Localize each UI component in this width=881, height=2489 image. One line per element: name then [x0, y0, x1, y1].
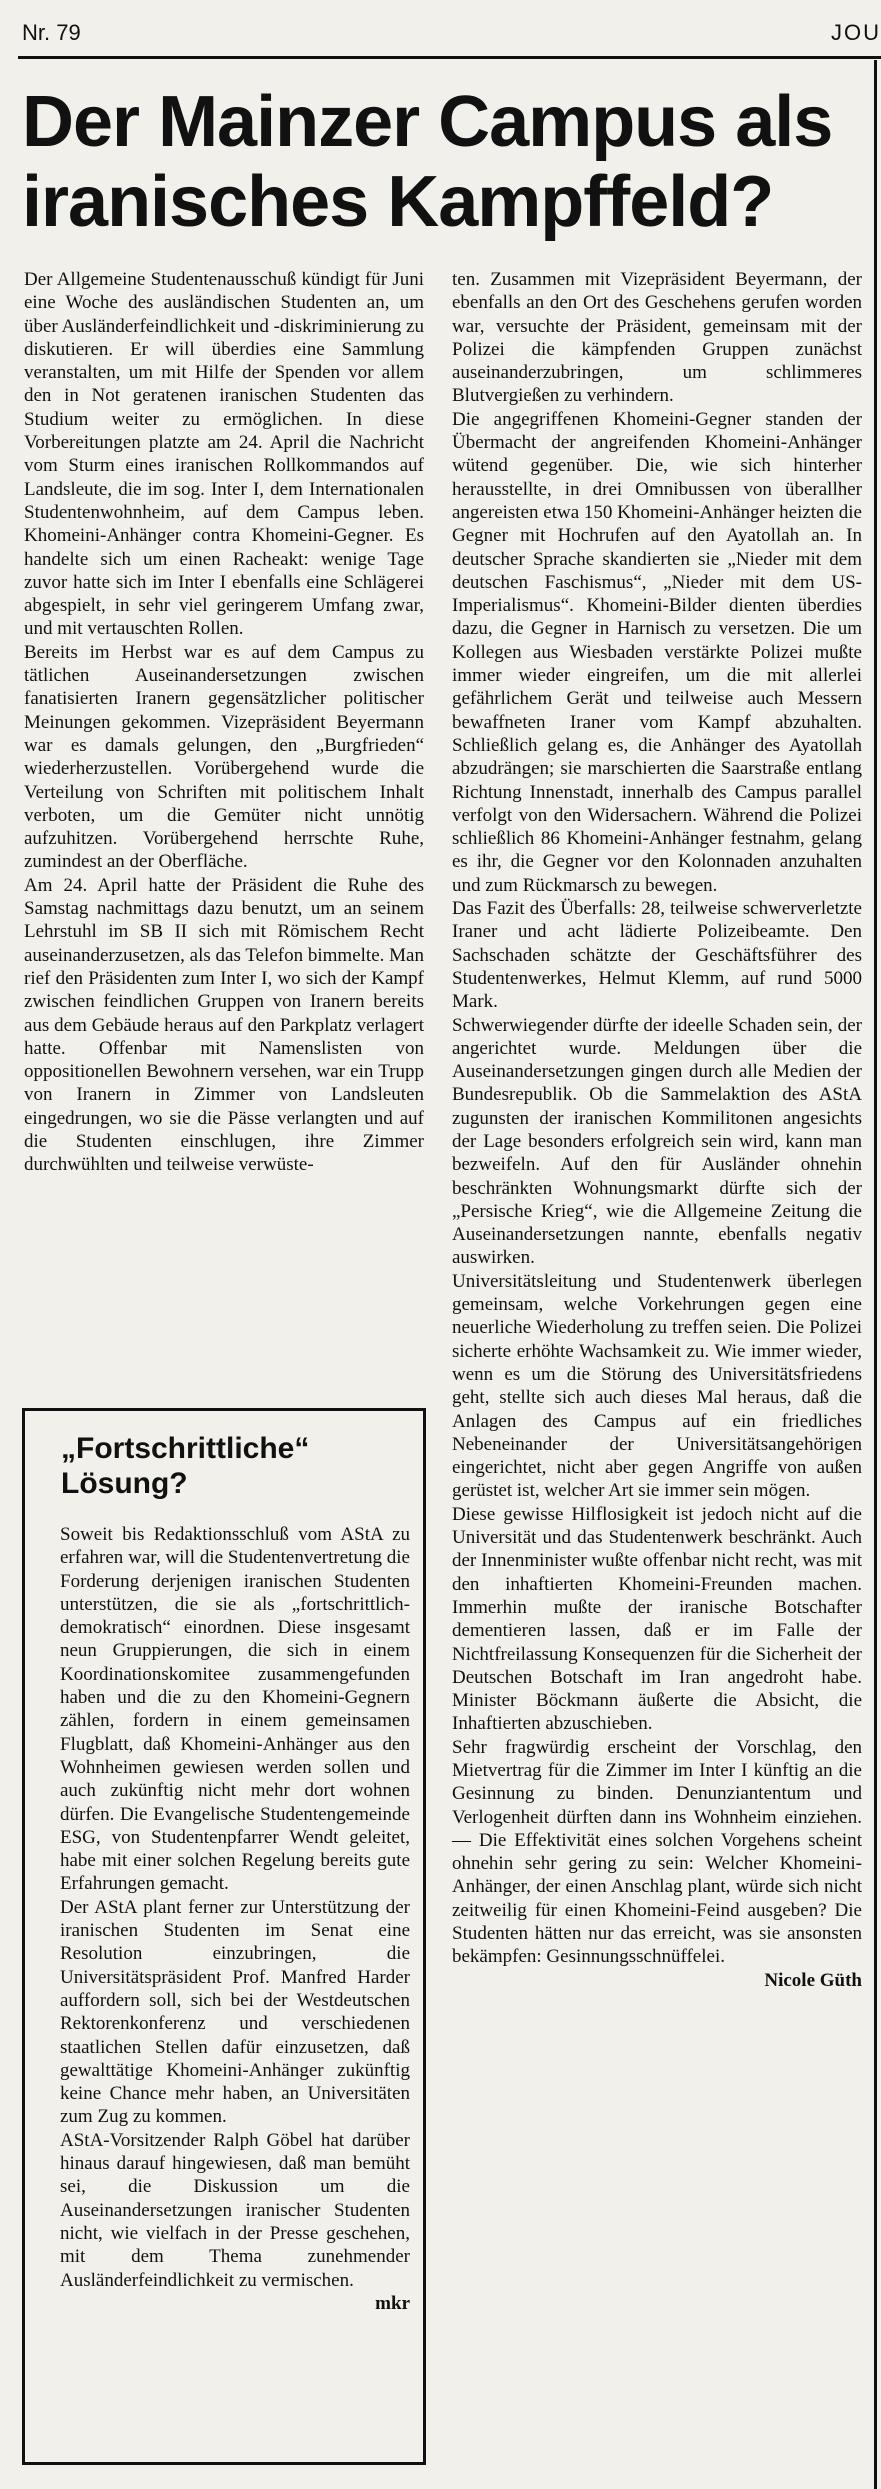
headline-line-1: Der Mainzer Campus als: [22, 82, 833, 162]
issue-number: Nr. 79: [22, 20, 81, 45]
paragraph: Diese gewisse Hilflosigkeit ist jedoch nicht auf die Universität und das Studentenwerk beschränkt. Auch der Innenminister wußte offenbar nicht recht, was mit den inhaftierten Khomeini-Freunden machen. Immerhin mußte der iranische Botschafter dementieren lassen, daß er im Falle der Nichtfreilassung Konsequenzen für die Sicherheit der Deutschen Botschaft im Iran angedroht habe. Minister Böckmann äußerte die Absicht, die Inhaftierten abzuschieben.: [452, 1503, 862, 1735]
author-signature: Nicole Güth: [764, 1969, 862, 1991]
article-column-2: [452, 268, 862, 1992]
paragraph: Am 24. April hatte der Präsident die Ruhe des Samstag nachmittags dazu benutzt, um an seinem Lehrstuhl im SB II sich mit Römischem Recht auseinanderzusetzen, als das Telefon bimmelte. Man rief den Präsidenten zum Inter I, wo sich der Kampf zwischen feindlichen Gruppen von Iranern bereits aus dem Gebäude heraus auf den Parkplatz verlagert hatte. Offenbar mit Namenslisten von oppositionellen Bewohnern versehen, war ein Trupp von Iranern in Zimmer von Landsleuten eingedrungen, wo sie die Pässe verlangten und auf die Studenten einschlugen, ihre Zimmer durchwühlten und teilweise verwüste-: [24, 874, 424, 1176]
running-head: JOU: [831, 20, 881, 45]
paragraph: Universitätsleitung und Studentenwerk überlegen gemeinsam, welche Vorkehrungen gegen eine neuerliche Wiederholung zu treffen seien. Die Polizei sicherte erhöhte Wachsamkeit zu. Wie immer wieder, wenn es um die Störung des Universitätsfriedens geht, stellte sich auch dieses Mal heraus, daß die Anlagen des Campus auf ein friedliches Nebeneinander der Universitätsangehörigen eingerichtet, nicht aber gegen Angriffe von außen gerüstet ist, welcher Art sie immer sein mögen.: [452, 1270, 862, 1502]
paragraph: ten. Zusammen mit Vizepräsident Beyermann, der ebenfalls an den Ort des Geschehens gerufen worden war, versuchte der Präsident, gemeinsam mit der Polizei die kämpfenden Gruppen zunächst auseinanderzubringen, um schlimmeres Blutvergießen zu verhindern.: [452, 269, 862, 407]
column-edge-rule: [874, 60, 877, 2489]
sidebar-box: [22, 1408, 426, 2465]
paragraph: Die angegriffenen Khomeini-Gegner standen der Übermacht der angreifenden Khomeini-Anhänger wütend gegenüber. Die, wie sich hinterher herausstellte, in drei Omnibussen von überallher angereisten etwa 150 Khomeini-Anhänger heizten die Gegner mit Hochrufen auf den Ayatollah an. In deutscher Sprache skandierten sie „Nieder mit dem deutschen Faschismus“, „Nieder mit dem US-Imperialismus“. Khomeini-Bilder dienten überdies dazu, die Gegner in Harnisch zu versetzen. Die um Kollegen aus Wiesbaden verstärkte Polizei mußte immer wieder eingreifen, um die mit allerlei gefährlichem Gerät und teilweise auch Messern bewaffneten Iraner vom Kampf abzuhalten. Schließlich gelang es, die Anhänger des Ayatollah abzudrängen; sie marschierten die Saarstraße entlang Richtung Innenstadt, innerhalb des Campus parallel verfolgt von den Widersachern. Während die Polizei schließlich 86 Khomeini-Anhänger festnahm, gelang es ihr, die Gegner vor den Kolonnaden anzuhalten und zum Rückmarsch zu bewegen.: [452, 408, 862, 896]
sidebar-title-line-1: „Fortschrittliche“: [61, 1432, 310, 1465]
paragraph: Bereits im Herbst war es auf dem Campus zu tätlichen Auseinandersetzungen zwischen fanatisierten Iranern gegensätzlicher politischer Meinungen gekommen. Vizepräsident Beyermann war es damals gelungen, den „Burgfrieden“ wiederherzustellen. Vorübergehend wurde die Verteilung von Schriften mit politischem Inhalt verboten, um die Gemüter nicht unnötig aufzuhitzen. Vorübergehend herrschte Ruhe, zumindest an der Oberfläche.: [24, 641, 424, 873]
sidebar-author: mkr: [375, 2292, 410, 2314]
paragraph: Das Fazit des Überfalls: 28, teilweise schwerverletzte Iraner und acht lädierte Polizeibeamte. Den Sachschaden schätzte der Geschäftsführer des Studentenwerkes, Helmut Klemm, auf rund 5000 Mark.: [452, 898, 862, 1013]
header-rule: [18, 56, 881, 59]
article-headline: [22, 82, 872, 242]
article-column-1: [24, 268, 424, 1177]
sidebar-title: [61, 1431, 421, 1501]
sidebar-title-line-2: Lösung?: [61, 1467, 188, 1500]
paragraph: AStA-Vorsitzender Ralph Göbel hat darüber hinaus darauf hingewiesen, daß man bemüht sei, die Diskussion um die Auseinandersetzungen iranischer Studenten nicht, wie vielfach in der Presse geschehen, mit dem Thema zunehmender Ausländerfeindlichkeit zu vermischen.: [60, 2129, 410, 2291]
page-header: [0, 0, 881, 60]
paragraph: Der Allgemeine Studentenausschuß kündigt für Juni eine Woche des ausländischen Studenten an, um über Ausländerfeindlichkeit und -diskriminierung zu diskutieren. Er will überdies eine Sammlung veranstalten, um mit Hilfe der Spenden vor allem den in Not geratenen iranischen Studenten das Studium weiter zu ermöglichen. In diese Vorbereitungen platzte am 24. April die Nachricht vom Sturm eines iranischen Rollkommandos auf Landsleute, die im sog. Inter I, dem Internationalen Studentenwohnheim, auf dem Campus leben. Khomeini-Anhänger contra Khomeini-Gegner. Es handelte sich um einen Racheakt: wenige Tage zuvor hatte sich im Inter I ebenfalls eine Schlägerei abgespielt, in sehr viel geringerem Umfang zwar, und mit vertauschten Rollen.: [24, 269, 424, 640]
paragraph: Der AStA plant ferner zur Unterstützung der iranischen Studenten im Senat eine Resolution einzubringen, die Universitätspräsident Prof. Manfred Harder auffordern soll, sich bei der Westdeutschen Rektorenkonferenz und verschiedenen staatlichen Stellen dafür einzusetzen, daß gewalttätige Khomeini-Anhänger zukünftig keine Chance mehr haben, an Universitäten zum Zug zu kommen.: [60, 1896, 410, 2128]
paragraph: Soweit bis Redaktionsschluß vom AStA zu erfahren war, will die Studentenvertretung die Forderung derjenigen iranischen Studenten unterstützen, die sie als „fortschrittlich-demokratisch“ einordnen. Diese insgesamt neun Gruppierungen, die sich in einem Koordinationskomitee zusammengefunden haben und die zu den Khomeini-Gegnern zählen, fordern in einem gemeinsamen Flugblatt, daß Khomeini-Anhänger aus den Wohnheimen gewiesen werden sollen und auch zukünftig nicht mehr dort wohnen dürfen. Die Evangelische Studentengemeinde ESG, von Studentenpfarrer Wendt geleitet, habe mit einer solchen Regelung bereits gute Erfahrungen gemacht.: [60, 1524, 410, 1895]
paragraph: Schwerwiegender dürfte der ideelle Schaden sein, der angerichtet wurde. Meldungen über die Auseinandersetzungen gingen durch alle Medien der Bundesrepublik. Ob die Sammelaktion des AStA zugunsten der iranischen Kommilitonen angesichts der Lage besonders erfolgreich sein wird, kann man bezweifeln. Auf den für Ausländer ohnehin beschränkten Wohnungsmarkt dürfte sich der „Persische Krieg“, wie die Allgemeine Zeitung die Auseinandersetzungen nannte, ebenfalls negativ auswirken.: [452, 1014, 862, 1269]
sidebar-text: [60, 1523, 410, 2315]
paragraph: Sehr fragwürdig erscheint der Vorschlag, den Mietvertrag für die Zimmer im Inter I künftig an die Gesinnung zu binden. Denunziantentum und Verlogenheit dürften dann ins Wohnheim einziehen. — Die Effektivität eines solchen Vorgehens scheint ohnehin sehr gering zu sein: Welcher Khomeini-Anhänger, der einen Anschlag plant, würde sich nicht zeitweilig für einen Khomeini-Feind ausgeben? Die Studenten hätten nur das erreicht, was sie ansonsten bekämpfen: Gesinnungsschnüffelei.: [452, 1736, 862, 1968]
headline-line-2: iranisches Kampffeld?: [22, 162, 774, 242]
